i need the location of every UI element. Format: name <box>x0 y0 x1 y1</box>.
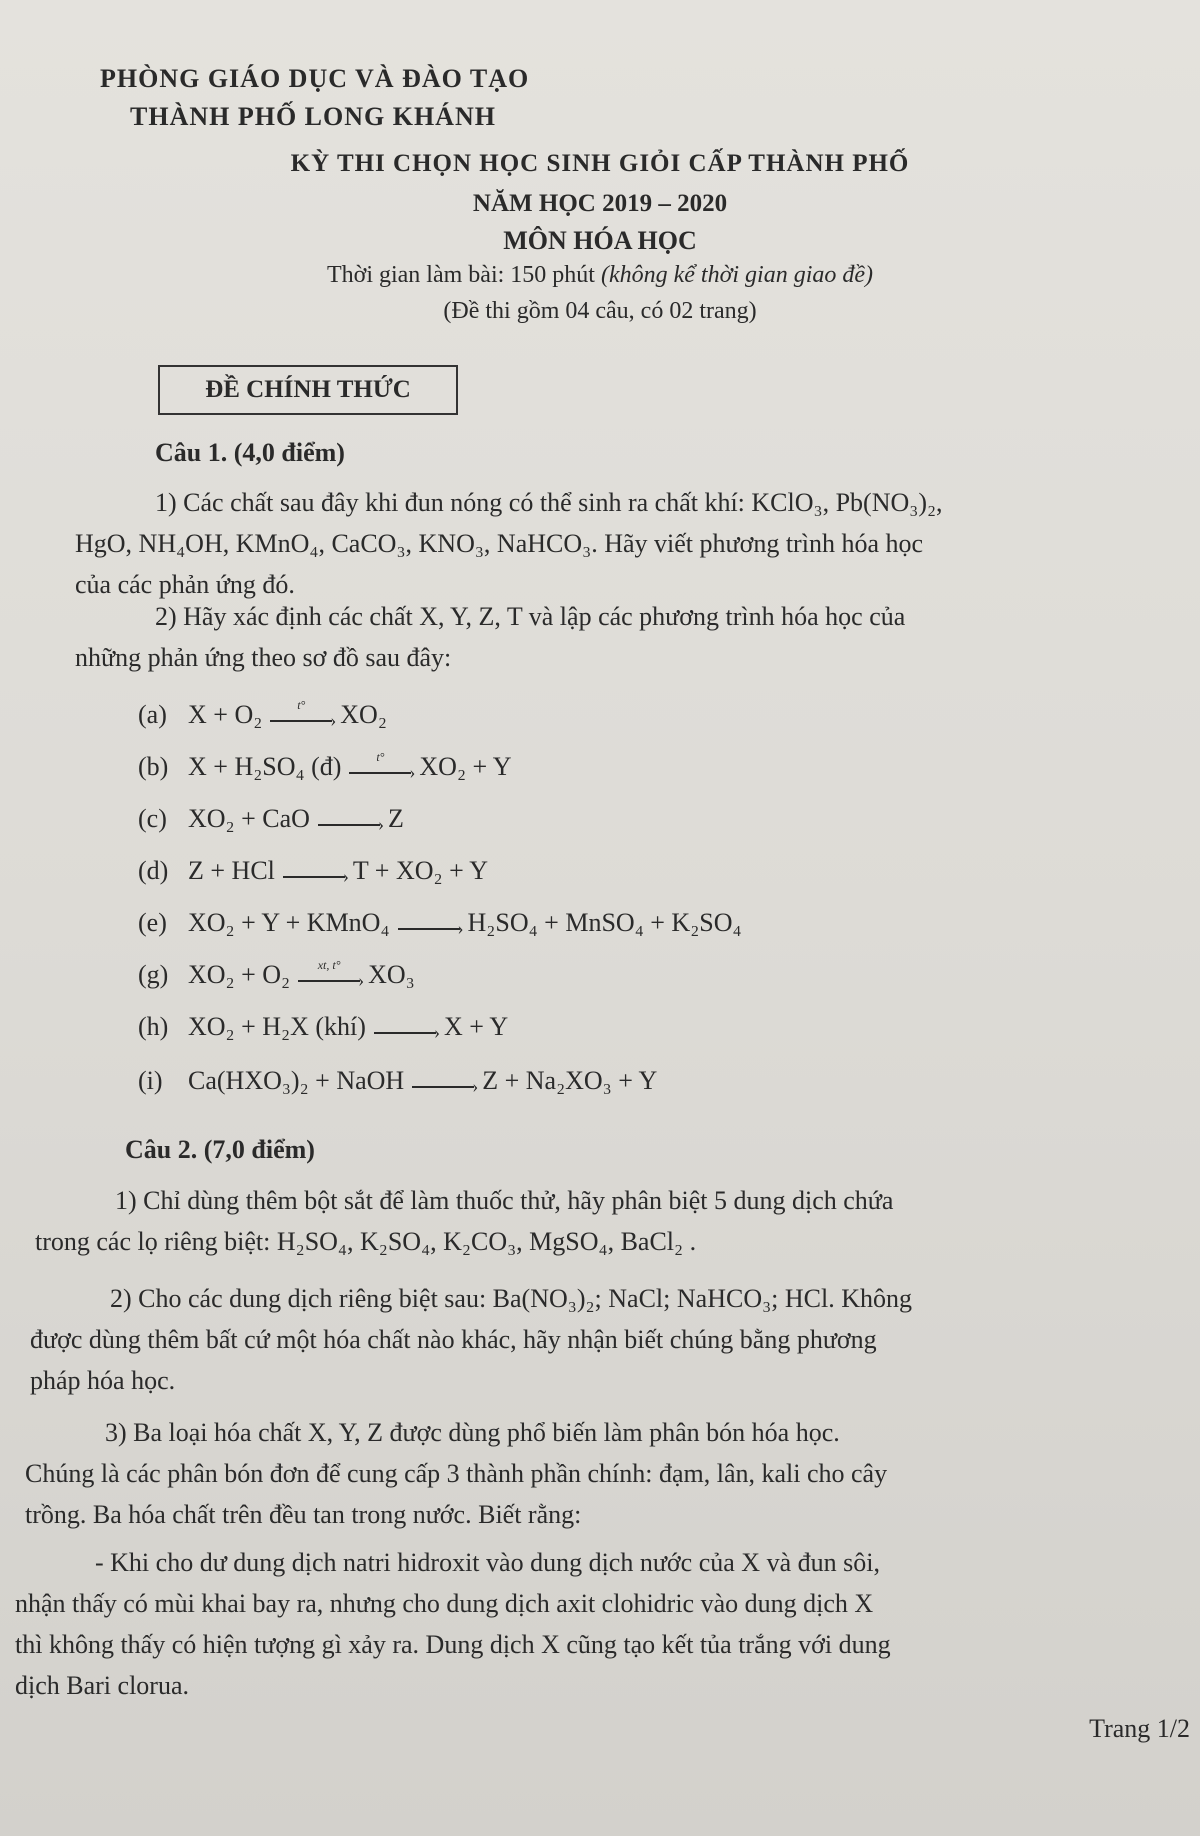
q1-part2-line: 2) Hãy xác định các chất X, Y, Z, T và lập các phương trình hóa học của <box>155 602 906 631</box>
time-limit: Thời gian làm bài: 150 phút <box>326 262 595 288</box>
reaction-reactants: Z + HCl <box>188 856 275 885</box>
reaction-products: Z + Na₂XO₃ + Y <box>482 1066 658 1095</box>
reaction-row <box>138 856 488 886</box>
time-info <box>0 262 1200 289</box>
q2-part1 <box>35 1180 1175 1262</box>
reaction-label: (e) <box>138 908 167 937</box>
subject-title: MÔN HÓA HỌC <box>503 226 697 255</box>
reaction-products: H₂SO₄ + MnSO₄ + K₂SO₄ <box>467 908 742 937</box>
reaction-arrow-icon: xt, t° › <box>298 972 360 982</box>
q1-part1-line: 1) Các chất sau đây khi đun nóng có thể sinh ra chất khí: KClO₃, Pb(NO₃)₂, <box>155 488 943 517</box>
reaction-reactants: X + O₂ <box>188 700 263 729</box>
reaction-products: Z <box>387 804 404 833</box>
reaction-arrow-icon: › <box>318 816 380 826</box>
time-note: (không kể thời gian giao đề) <box>600 262 874 288</box>
exam-info: (Đề thi gồm 04 câu, có 02 trang) <box>443 298 757 324</box>
reaction-label: (g) <box>138 960 169 989</box>
q2-part1-line: 1) Chỉ dùng thêm bột sắt để làm thuốc thử, hãy phân biệt 5 dung dịch chứa <box>115 1186 894 1215</box>
reaction-label: (d) <box>138 856 169 885</box>
reaction-products: T + XO₂ + Y <box>352 856 489 885</box>
q2-part3 <box>25 1412 1175 1535</box>
reaction-arrow-icon: › <box>412 1078 474 1088</box>
reaction-arrow-icon: t° › <box>349 764 411 774</box>
reaction-label: (h) <box>138 1012 169 1041</box>
reaction-products: XO₂ + Y <box>419 752 512 781</box>
reaction-row <box>138 960 415 990</box>
reaction-products: XO₂ <box>340 700 387 729</box>
reaction-reactants: Ca(HXO₃)₂ + NaOH <box>188 1066 405 1095</box>
reaction-condition: t° <box>297 698 306 713</box>
q2-part1-line: trong các lọ riêng biệt: H₂SO₄, K₂SO₄, K₂CO₃, MgSO₄, BaCl₂ . <box>35 1227 697 1256</box>
reaction-arrow-icon: t° › <box>270 712 332 722</box>
reaction-row <box>138 1012 508 1042</box>
reaction-condition: xt, t° <box>317 958 341 973</box>
q1-part1-line: HgO, NH₄OH, KMnO₄, CaCO₃, KNO₃, NaHCO₃. Hãy viết phương trình hóa học <box>75 529 924 558</box>
reaction-row <box>138 1066 657 1096</box>
reaction-products: X + Y <box>443 1012 509 1041</box>
reaction-arrow-icon: › <box>374 1024 436 1034</box>
q2-title: Câu 2. (7,0 điểm) <box>125 1135 315 1164</box>
q1-part1 <box>75 482 1160 605</box>
reaction-row <box>138 908 742 938</box>
reaction-label: (i) <box>138 1066 163 1095</box>
q2-part2-line: 2) Cho các dung dịch riêng biệt sau: Ba(NO₃)₂; NaCl; NaHCO₃; HCl. Không <box>110 1284 913 1313</box>
q2-part4-line: dịch Bari clorua. <box>15 1671 189 1700</box>
city-name: THÀNH PHỐ LONG KHÁNH <box>130 102 496 131</box>
reaction-label: (a) <box>138 700 167 729</box>
q2-part3-line: 3) Ba loại hóa chất X, Y, Z được dùng phổ biến làm phân bón hóa học. <box>105 1418 840 1447</box>
reaction-label: (c) <box>138 804 167 833</box>
reaction-reactants: X + H₂SO₄ (đ) <box>188 752 342 781</box>
header-block <box>100 60 529 136</box>
reaction-reactants: XO₂ + CaO <box>188 804 310 833</box>
reaction-reactants: XO₂ + Y + KMnO₄ <box>188 908 390 937</box>
q2-part2-line: được dùng thêm bất cứ một hóa chất nào khác, hãy nhận biết chúng bằng phương <box>30 1325 877 1354</box>
q1-part2 <box>75 596 1160 678</box>
q2-part4 <box>15 1542 1180 1706</box>
reaction-row <box>138 700 387 730</box>
q2-part3-line: trồng. Ba hóa chất trên đều tan trong nước. Biết rằng: <box>25 1500 582 1529</box>
q2-part2-line: pháp hóa học. <box>30 1366 176 1395</box>
reaction-condition: t° <box>376 750 385 765</box>
school-year: NĂM HỌC 2019 – 2020 <box>472 190 728 217</box>
reaction-row <box>138 804 404 834</box>
reaction-label: (b) <box>138 752 169 781</box>
page-number: Trang 1/2 <box>1089 1714 1190 1743</box>
official-stamp-box: ĐỀ CHÍNH THỨC <box>158 365 458 415</box>
q2-part4-line: thì không thấy có hiện tượng gì xảy ra. Dung dịch X cũng tạo kết tủa trắng với dung <box>15 1630 891 1659</box>
department-name: PHÒNG GIÁO DỤC VÀ ĐÀO TẠO <box>100 64 530 93</box>
reaction-arrow-icon: › <box>398 920 460 930</box>
q2-part3-line: Chúng là các phân bón đơn để cung cấp 3 thành phần chính: đạm, lân, kali cho cây <box>25 1459 888 1488</box>
reaction-products: XO₃ <box>368 960 415 989</box>
q2-part4-line: - Khi cho dư dung dịch natri hidroxit vào dung dịch nước của X và đun sôi, <box>95 1548 880 1577</box>
reaction-reactants: XO₂ + O₂ <box>188 960 291 989</box>
reaction-arrow-icon: › <box>283 868 345 878</box>
q1-part2-line: những phản ứng theo sơ đồ sau đây: <box>75 643 452 672</box>
q2-part4-line: nhận thấy có mùi khai bay ra, nhưng cho dung dịch axit clohidric vào dung dịch X <box>15 1589 874 1618</box>
q2-part2 <box>30 1278 1175 1401</box>
exam-title: KỲ THI CHỌN HỌC SINH GIỎI CẤP THÀNH PHỐ <box>290 150 910 177</box>
reaction-row <box>138 752 512 782</box>
q1-title: Câu 1. (4,0 điểm) <box>155 438 345 467</box>
reaction-reactants: XO₂ + H₂X (khí) <box>188 1012 366 1041</box>
q1-part1-line: của các phản ứng đó. <box>75 570 295 599</box>
